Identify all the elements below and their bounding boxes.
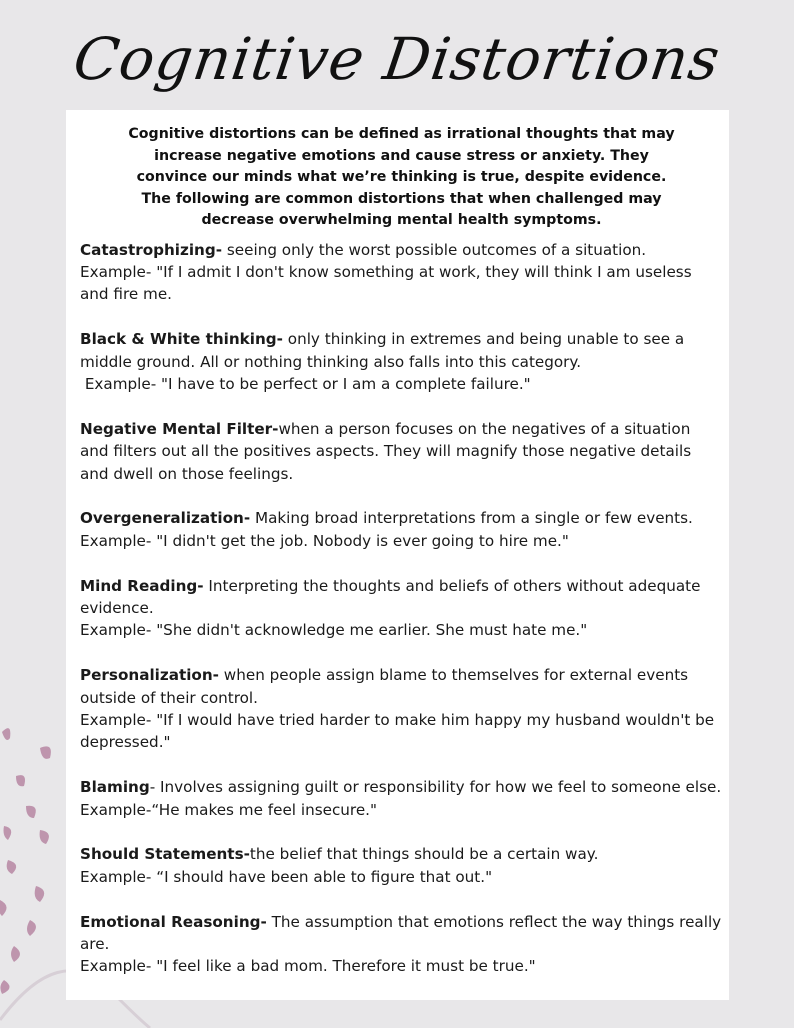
intro-paragraph: Cognitive distortions can be defined as irrational thoughts that may increase negative emotions and cause stress or anxiety. They convince our minds what we’re thinking is true, despite evidence. The following are common distortions that when challenged may decrease overwhelming mental health symptoms. [128,126,675,228]
distortion-term: Negative Mental Filter- [80,419,279,438]
content-card [66,110,729,1000]
distortion-example: Example- "I have to be perfect or I am a complete failure." [80,374,531,393]
distortion-example: Example- "If I would have tried harder to make him happy my husband wouldn't be depressed." [80,710,715,752]
distortion-definition: when people assign blame to themselves for external events outside of their control. [80,666,689,707]
distortion-example: Example- "She didn't acknowledge me earlier. She must hate me." [80,621,588,640]
distortion-term: Mind Reading- [80,576,204,595]
distortion-example: Example- "If I admit I don't know something at work, they will think I am useless and fire me. [80,262,692,304]
distortion-item-personalization [80,664,723,754]
distortion-example: Example- "I feel like a bad mom. Therefore it must be true." [80,957,536,976]
distortion-definition: The assumption that emotions reflect the way things really are. [80,912,722,953]
distortion-term: Black & White thinking- [80,330,283,349]
distortion-item-blaming [80,776,723,821]
distortion-example: Example-“He makes me feel insecure." [80,800,377,819]
distortion-definition: only thinking in extremes and being unable to see a middle ground. All or nothing thinking also falls into this category. [80,330,685,371]
distortion-term: Blaming [80,778,150,797]
distortion-item-negative-filter [80,418,723,485]
distortion-item-mind-reading [80,575,723,642]
distortion-term: Emotional Reasoning- [80,912,267,931]
distortion-example: Example- "I didn't get the job. Nobody is ever going to hire me." [80,531,569,550]
distortion-definition: the belief that things should be a certain way. [249,845,599,864]
distortion-definition: when a person focuses on the negatives of a situation and filters out all the positives aspects. They will magnify those negative details and dwell on those feelings. [80,419,692,483]
distortion-item-black-white [80,328,723,395]
distortion-item-catastrophizing [80,239,723,306]
distortion-term: Overgeneralization- [80,509,251,528]
distortion-term: Catastrophizing- [80,240,223,259]
distortion-definition: seeing only the worst possible outcomes of a situation. [222,240,647,259]
distortion-item-emotional-reasoning [80,911,723,978]
distortion-item-should-statements [80,843,723,888]
distortion-term: Should Statements- [80,845,250,864]
distortion-example: Example- “I should have been able to figure that out." [80,867,493,886]
distortion-definition: - Involves assigning guilt or responsibility for how we feel to someone else. [149,778,722,797]
distortion-definition: Interpreting the thoughts and beliefs of others without adequate evidence. [80,576,701,617]
distortion-item-overgeneralization [80,507,723,552]
distortion-definition: Making broad interpretations from a single or few events. [250,509,693,528]
page-title: Cognitive Distortions [69,25,725,93]
distortion-term: Personalization- [80,666,219,685]
